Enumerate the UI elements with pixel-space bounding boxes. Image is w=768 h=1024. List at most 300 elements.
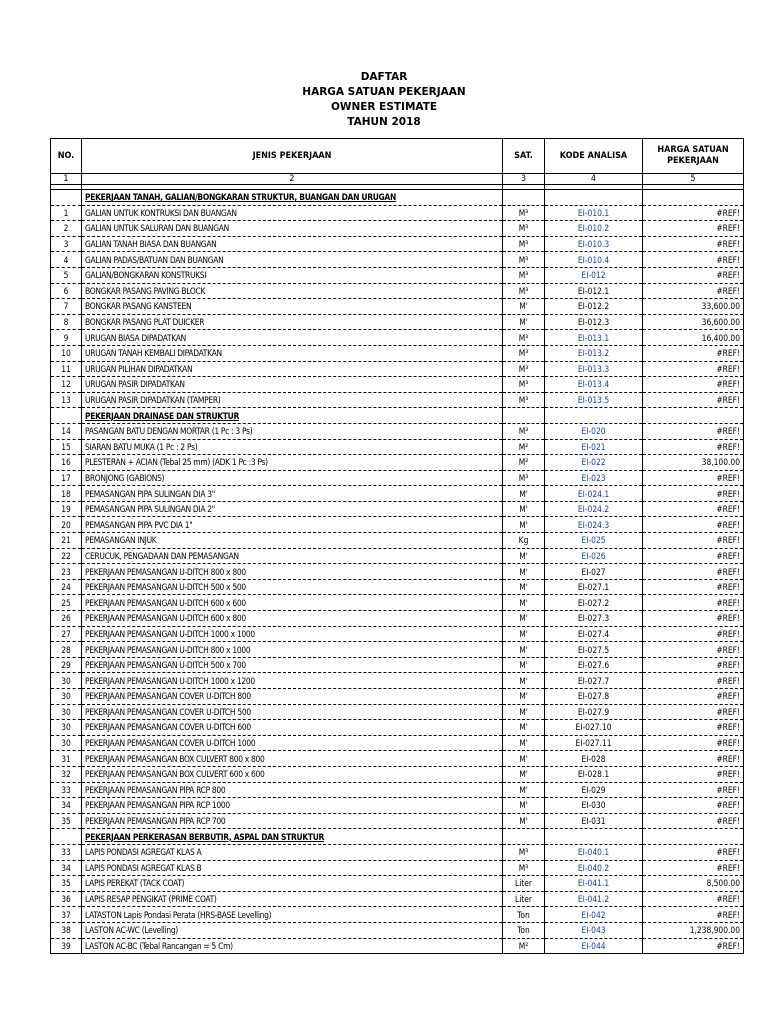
cell-harga: 33,600.00 <box>643 299 744 315</box>
table-row <box>51 704 744 720</box>
cell-kode: EI-024.1 <box>545 486 643 502</box>
section-header-row <box>51 408 744 424</box>
cell-no: 20 <box>51 517 82 533</box>
table-row <box>51 377 744 393</box>
cell-no: 21 <box>51 533 82 549</box>
cell-sat: M' <box>503 735 545 751</box>
cell-jenis: CERUCUK, PENGADAAN DAN PEMASANGAN <box>82 548 503 564</box>
table-row <box>51 579 744 595</box>
cell-no: 38 <box>51 922 82 938</box>
cell-jenis: PEMASANGAN PIPA PVC DIA 1" <box>82 517 503 533</box>
cell-harga: #REF! <box>643 267 744 283</box>
cell-kode: EI-012 <box>545 267 643 283</box>
table-row <box>51 844 744 860</box>
cell-harga: #REF! <box>643 501 744 517</box>
cell-jenis: PEKERJAAN PEMASANGAN PIPA RCP 1000 <box>82 798 503 814</box>
cell-jenis: LAPIS PONDASI AGREGAT KLAS B <box>82 860 503 876</box>
cell-harga: #REF! <box>643 345 744 361</box>
cell-kode: EI-022 <box>545 455 643 471</box>
cell-jenis: PEMASANGAN INJUK <box>82 533 503 549</box>
cell-no: 30 <box>51 735 82 751</box>
cell-kode: EI-040.2 <box>545 860 643 876</box>
table-row <box>51 564 744 580</box>
table-row <box>51 252 744 268</box>
cell-sat: M³ <box>503 252 545 268</box>
cell-no: 35 <box>51 876 82 892</box>
cell-sat: M' <box>503 299 545 315</box>
table-row <box>51 314 744 330</box>
cell-no: 3 <box>51 236 82 252</box>
table-row <box>51 345 744 361</box>
cell-harga: #REF! <box>643 673 744 689</box>
cell-jenis: PEKERJAAN PEMASANGAN U-DITCH 1000 x 1200 <box>82 673 503 689</box>
table-row <box>51 595 744 611</box>
table-row <box>51 798 744 814</box>
cell-sat: M³ <box>503 236 545 252</box>
cell-jenis: PEKERJAAN PEMASANGAN COVER U-DITCH 1000 <box>82 735 503 751</box>
cell-jenis: PLESTERAN + ACIAN (Tebal 25 mm) (ADK 1 Pc :3 Ps) <box>82 455 503 471</box>
title-line-2: HARGA SATUAN PEKERJAAN <box>302 86 466 98</box>
cell-kode: EI-010.4 <box>545 252 643 268</box>
cell-jenis: PEKERJAAN PEMASANGAN COVER U-DITCH 800 <box>82 689 503 705</box>
header-jenis: JENIS PEKERJAAN <box>82 139 503 174</box>
cell-no: 6 <box>51 283 82 299</box>
cell-no: 2 <box>51 221 82 237</box>
table-row <box>51 299 744 315</box>
cell-harga: #REF! <box>643 751 744 767</box>
cell-jenis: PEKERJAAN PEMASANGAN BOX CULVERT 800 x 800 <box>82 751 503 767</box>
cell-jenis: URUGAN TANAH KEMBALI DIPADATKAN <box>82 345 503 361</box>
cell-no: 17 <box>51 470 82 486</box>
cell-jenis: PEKERJAAN PEMASANGAN U-DITCH 500 x 500 <box>82 579 503 595</box>
table-row <box>51 236 744 252</box>
column-number: 5 <box>643 174 744 185</box>
table-row <box>51 657 744 673</box>
table-row <box>51 392 744 408</box>
cell-jenis: PEKERJAAN PEMASANGAN U-DITCH 1000 x 1000 <box>82 626 503 642</box>
cell-sat: M' <box>503 548 545 564</box>
cell-sat: M³ <box>503 330 545 346</box>
cell-no: 19 <box>51 501 82 517</box>
section-header-row <box>51 829 744 845</box>
cell-sat: M³ <box>503 423 545 439</box>
cell-sat: M' <box>503 517 545 533</box>
cell-sat: M' <box>503 813 545 829</box>
table-row <box>51 876 744 892</box>
cell-no: 29 <box>51 657 82 673</box>
cell-harga <box>643 829 744 845</box>
cell-no: 18 <box>51 486 82 502</box>
cell-sat: M' <box>503 595 545 611</box>
cell-sat: M' <box>503 766 545 782</box>
cell-kode: EI-027.1 <box>545 579 643 595</box>
cell-jenis: LAPIS PEREKAT (TACK COAT) <box>82 876 503 892</box>
cell-jenis: URUGAN PASIR DIPADATKAN <box>82 377 503 393</box>
cell-jenis: PEKERJAAN PERKERASAN BERBUTIR, ASPAL DAN STRUKTUR <box>82 829 503 845</box>
cell-kode: EI-013.3 <box>545 361 643 377</box>
cell-no: 8 <box>51 314 82 330</box>
cell-no: 23 <box>51 564 82 580</box>
cell-harga: #REF! <box>643 860 744 876</box>
cell-harga: #REF! <box>643 720 744 736</box>
table-row <box>51 782 744 798</box>
table-row <box>51 673 744 689</box>
table-header-row <box>51 139 744 174</box>
cell-jenis: PEKERJAAN PEMASANGAN U-DITCH 600 x 800 <box>82 611 503 627</box>
cell-sat: M³ <box>503 267 545 283</box>
cell-no: 26 <box>51 611 82 627</box>
cell-harga: #REF! <box>643 548 744 564</box>
table-row <box>51 455 744 471</box>
cell-kode <box>545 408 643 424</box>
price-table <box>50 138 744 954</box>
cell-jenis: BONGKAR PASANG PAVING BLOCK <box>82 283 503 299</box>
cell-no: 32 <box>51 766 82 782</box>
cell-kode: EI-041.2 <box>545 891 643 907</box>
cell-harga: #REF! <box>643 486 744 502</box>
cell-sat: M³ <box>503 470 545 486</box>
cell-kode: EI-031 <box>545 813 643 829</box>
cell-harga: #REF! <box>643 470 744 486</box>
cell-kode: EI-013.5 <box>545 392 643 408</box>
cell-kode: EI-026 <box>545 548 643 564</box>
header-no: NO. <box>51 139 82 174</box>
cell-no: 4 <box>51 252 82 268</box>
table-row <box>51 735 744 751</box>
cell-jenis: LASTON AC-BC (Tebal Rancangan = 5 Cm) <box>82 938 503 954</box>
table-row <box>51 361 744 377</box>
cell-kode: EI-027.5 <box>545 642 643 658</box>
cell-jenis: GALIAN PADAS/BATUAN DAN BUANGAN <box>82 252 503 268</box>
cell-no: 36 <box>51 891 82 907</box>
cell-kode: EI-024.2 <box>545 501 643 517</box>
cell-harga: #REF! <box>643 798 744 814</box>
cell-harga: #REF! <box>643 938 744 954</box>
cell-jenis: LASTON AC-WC (Levelling) <box>82 922 503 938</box>
cell-no: 35 <box>51 813 82 829</box>
table-row <box>51 501 744 517</box>
cell-jenis: BONGKAR PASANG KANSTEEN <box>82 299 503 315</box>
cell-no: 34 <box>51 860 82 876</box>
cell-no: 27 <box>51 626 82 642</box>
cell-kode <box>545 829 643 845</box>
cell-kode: EI-012.1 <box>545 283 643 299</box>
cell-sat: M³ <box>503 221 545 237</box>
cell-kode: EI-040.1 <box>545 844 643 860</box>
cell-sat: M² <box>503 938 545 954</box>
cell-sat: M' <box>503 486 545 502</box>
table-row <box>51 642 744 658</box>
cell-kode: EI-042 <box>545 907 643 923</box>
cell-kode: EI-025 <box>545 533 643 549</box>
cell-kode: EI-027.9 <box>545 704 643 720</box>
cell-harga: #REF! <box>643 392 744 408</box>
table-row <box>51 533 744 549</box>
cell-sat: M³ <box>503 860 545 876</box>
cell-no: 30 <box>51 673 82 689</box>
cell-kode: EI-012.2 <box>545 299 643 315</box>
cell-sat: M' <box>503 611 545 627</box>
cell-kode: EI-010.1 <box>545 205 643 221</box>
cell-no: 7 <box>51 299 82 315</box>
cell-no: 11 <box>51 361 82 377</box>
header-kode: KODE ANALISA <box>545 139 643 174</box>
column-number: 3 <box>503 174 545 185</box>
table-row <box>51 439 744 455</box>
cell-harga <box>643 190 744 206</box>
cell-sat <box>503 408 545 424</box>
cell-jenis: PEKERJAAN PEMASANGAN BOX CULVERT 600 x 600 <box>82 766 503 782</box>
cell-jenis: PEKERJAAN PEMASANGAN U-DITCH 800 x 800 <box>82 564 503 580</box>
cell-no: 31 <box>51 751 82 767</box>
cell-sat: M' <box>503 798 545 814</box>
cell-kode: EI-044 <box>545 938 643 954</box>
cell-no: 13 <box>51 392 82 408</box>
cell-harga: #REF! <box>643 564 744 580</box>
cell-jenis: PEKERJAAN PEMASANGAN U-DITCH 800 x 1000 <box>82 642 503 658</box>
column-number: 2 <box>82 174 503 185</box>
cell-no: 14 <box>51 423 82 439</box>
cell-jenis: GALIAN UNTUK KONTRUKSI DAN BUANGAN <box>82 205 503 221</box>
cell-jenis: URUGAN PASIR DIPADATKAN (TAMPER) <box>82 392 503 408</box>
cell-harga: #REF! <box>643 782 744 798</box>
cell-sat: M' <box>503 673 545 689</box>
cell-no: 28 <box>51 642 82 658</box>
cell-kode: EI-027.2 <box>545 595 643 611</box>
cell-no: 15 <box>51 439 82 455</box>
cell-jenis: PEKERJAAN TANAH, GALIAN/BONGKARAN STRUKTUR, BUANGAN DAN URUGAN <box>82 190 503 206</box>
cell-harga: #REF! <box>643 704 744 720</box>
cell-harga: #REF! <box>643 689 744 705</box>
cell-no: 1 <box>51 205 82 221</box>
title-line-3: OWNER ESTIMATE <box>330 101 438 113</box>
document-title <box>0 70 768 130</box>
cell-sat: M' <box>503 314 545 330</box>
table-row <box>51 517 744 533</box>
cell-sat: M³ <box>503 345 545 361</box>
cell-no: 24 <box>51 579 82 595</box>
cell-no <box>51 829 82 845</box>
cell-kode: EI-010.3 <box>545 236 643 252</box>
cell-sat: M³ <box>503 844 545 860</box>
cell-sat: Liter <box>503 891 545 907</box>
cell-jenis: BONGKAR PASANG PLAT DUICKER <box>82 314 503 330</box>
cell-sat: M² <box>503 455 545 471</box>
cell-harga: #REF! <box>643 844 744 860</box>
cell-harga <box>643 408 744 424</box>
table-row <box>51 720 744 736</box>
cell-jenis: PASANGAN BATU DENGAN MORTAR (1 Pc : 3 Ps) <box>82 423 503 439</box>
table-row <box>51 891 744 907</box>
cell-harga: #REF! <box>643 423 744 439</box>
cell-kode: EI-043 <box>545 922 643 938</box>
cell-jenis: PEKERJAAN PEMASANGAN COVER U-DITCH 500 <box>82 704 503 720</box>
cell-kode: EI-021 <box>545 439 643 455</box>
cell-sat: M' <box>503 782 545 798</box>
cell-harga: #REF! <box>643 533 744 549</box>
table-row <box>51 689 744 705</box>
cell-sat: M' <box>503 626 545 642</box>
cell-kode: EI-013.4 <box>545 377 643 393</box>
cell-harga: #REF! <box>643 907 744 923</box>
header-harga: HARGA SATUAN PEKERJAAN <box>643 139 744 174</box>
cell-jenis: PEMASANGAN PIPA SULINGAN DIA 2" <box>82 501 503 517</box>
table-row <box>51 907 744 923</box>
header-sat: SAT. <box>503 139 545 174</box>
column-number: 4 <box>545 174 643 185</box>
cell-kode: EI-023 <box>545 470 643 486</box>
cell-sat: M³ <box>503 361 545 377</box>
cell-kode: EI-024.3 <box>545 517 643 533</box>
cell-sat: Kg <box>503 533 545 549</box>
cell-sat: M³ <box>503 392 545 408</box>
cell-jenis: PEKERJAAN PEMASANGAN PIPA RCP 700 <box>82 813 503 829</box>
table-row <box>51 423 744 439</box>
title-line-4: TAHUN 2018 <box>347 116 421 128</box>
cell-harga: #REF! <box>643 205 744 221</box>
cell-no: 10 <box>51 345 82 361</box>
cell-harga: #REF! <box>643 595 744 611</box>
cell-kode: EI-027.6 <box>545 657 643 673</box>
cell-harga: #REF! <box>643 766 744 782</box>
cell-harga: 8,500.00 <box>643 876 744 892</box>
table-row <box>51 486 744 502</box>
cell-kode: EI-027 <box>545 564 643 580</box>
cell-kode: EI-010.2 <box>545 221 643 237</box>
cell-kode: EI-020 <box>545 423 643 439</box>
cell-kode: EI-041.1 <box>545 876 643 892</box>
cell-jenis: GALIAN TANAH BIASA DAN BUANGAN <box>82 236 503 252</box>
cell-kode: EI-029 <box>545 782 643 798</box>
cell-harga: #REF! <box>643 813 744 829</box>
cell-harga: #REF! <box>643 377 744 393</box>
cell-jenis: PEKERJAAN DRAINASE DAN STRUKTUR <box>82 408 503 424</box>
cell-no: 37 <box>51 907 82 923</box>
cell-no: 34 <box>51 798 82 814</box>
cell-harga: #REF! <box>643 657 744 673</box>
cell-no: 30 <box>51 704 82 720</box>
table-row <box>51 922 744 938</box>
cell-sat: M' <box>503 579 545 595</box>
cell-kode: EI-028 <box>545 751 643 767</box>
cell-harga: #REF! <box>643 735 744 751</box>
cell-jenis: PEMASANGAN PIPA SULINGAN DIA 3" <box>82 486 503 502</box>
cell-harga: #REF! <box>643 221 744 237</box>
cell-sat: M³ <box>503 377 545 393</box>
cell-no: 9 <box>51 330 82 346</box>
table-row <box>51 470 744 486</box>
table-row <box>51 860 744 876</box>
cell-sat: M² <box>503 439 545 455</box>
cell-harga: #REF! <box>643 642 744 658</box>
cell-jenis: PEKERJAAN PEMASANGAN U-DITCH 500 x 700 <box>82 657 503 673</box>
cell-jenis: GALIAN UNTUK SALURAN DAN BUANGAN <box>82 221 503 237</box>
cell-no: 33 <box>51 782 82 798</box>
table-row <box>51 283 744 299</box>
cell-kode: EI-028.1 <box>545 766 643 782</box>
table-row <box>51 267 744 283</box>
table-row <box>51 938 744 954</box>
column-number: 1 <box>51 174 82 185</box>
table-row <box>51 626 744 642</box>
cell-harga: #REF! <box>643 611 744 627</box>
cell-kode: EI-030 <box>545 798 643 814</box>
cell-jenis: PEKERJAAN PEMASANGAN U-DITCH 600 x 600 <box>82 595 503 611</box>
table-row <box>51 205 744 221</box>
cell-no: 16 <box>51 455 82 471</box>
cell-no: 33 <box>51 844 82 860</box>
cell-harga: #REF! <box>643 236 744 252</box>
cell-harga: #REF! <box>643 517 744 533</box>
cell-harga: 36,600.00 <box>643 314 744 330</box>
column-number-row <box>51 174 744 185</box>
table-row <box>51 611 744 627</box>
cell-no: 30 <box>51 689 82 705</box>
table-row <box>51 221 744 237</box>
cell-sat: M³ <box>503 283 545 299</box>
cell-no: 22 <box>51 548 82 564</box>
cell-kode: EI-027.3 <box>545 611 643 627</box>
cell-kode <box>545 190 643 206</box>
cell-sat <box>503 829 545 845</box>
cell-no <box>51 190 82 206</box>
cell-sat: M' <box>503 642 545 658</box>
cell-jenis: LATASTON Lapis Pondasi Perata (HRS-BASE Levelling) <box>82 907 503 923</box>
cell-sat: Ton <box>503 907 545 923</box>
cell-harga: #REF! <box>643 283 744 299</box>
cell-sat: M' <box>503 720 545 736</box>
cell-harga: 38,100.00 <box>643 455 744 471</box>
cell-sat: M³ <box>503 205 545 221</box>
cell-kode: EI-027.4 <box>545 626 643 642</box>
cell-no: 25 <box>51 595 82 611</box>
table-row <box>51 548 744 564</box>
cell-jenis: GALIAN/BONGKARAN KONSTRUKSI <box>82 267 503 283</box>
cell-no: 12 <box>51 377 82 393</box>
cell-jenis: PEKERJAAN PEMASANGAN COVER U-DITCH 600 <box>82 720 503 736</box>
cell-jenis: URUGAN PILIHAN DIPADATKAN <box>82 361 503 377</box>
cell-jenis: URUGAN BIASA DIPADATKAN <box>82 330 503 346</box>
cell-harga: #REF! <box>643 439 744 455</box>
cell-sat: M' <box>503 564 545 580</box>
cell-jenis: BRONJONG (GABIONS) <box>82 470 503 486</box>
cell-sat: Ton <box>503 922 545 938</box>
title-line-1: DAFTAR <box>360 71 408 83</box>
cell-kode: EI-013.2 <box>545 345 643 361</box>
cell-kode: EI-027.10 <box>545 720 643 736</box>
cell-harga: #REF! <box>643 361 744 377</box>
cell-harga: 1,238,900.00 <box>643 922 744 938</box>
cell-harga: #REF! <box>643 891 744 907</box>
cell-no: 39 <box>51 938 82 954</box>
cell-sat: M' <box>503 704 545 720</box>
table-body <box>51 190 744 954</box>
cell-harga: #REF! <box>643 626 744 642</box>
cell-kode: EI-013.1 <box>545 330 643 346</box>
cell-jenis: LAPIS PONDASI AGREGAT KLAS A <box>82 844 503 860</box>
cell-harga: 16,400.00 <box>643 330 744 346</box>
cell-kode: EI-012.3 <box>545 314 643 330</box>
cell-jenis: SIARAN BATU MUKA (1 Pc : 2 Ps) <box>82 439 503 455</box>
cell-sat: M' <box>503 657 545 673</box>
cell-sat: Liter <box>503 876 545 892</box>
table-row <box>51 813 744 829</box>
cell-harga: #REF! <box>643 579 744 595</box>
cell-no: 30 <box>51 720 82 736</box>
cell-kode: EI-027.11 <box>545 735 643 751</box>
cell-sat: M' <box>503 689 545 705</box>
cell-kode: EI-027.8 <box>545 689 643 705</box>
